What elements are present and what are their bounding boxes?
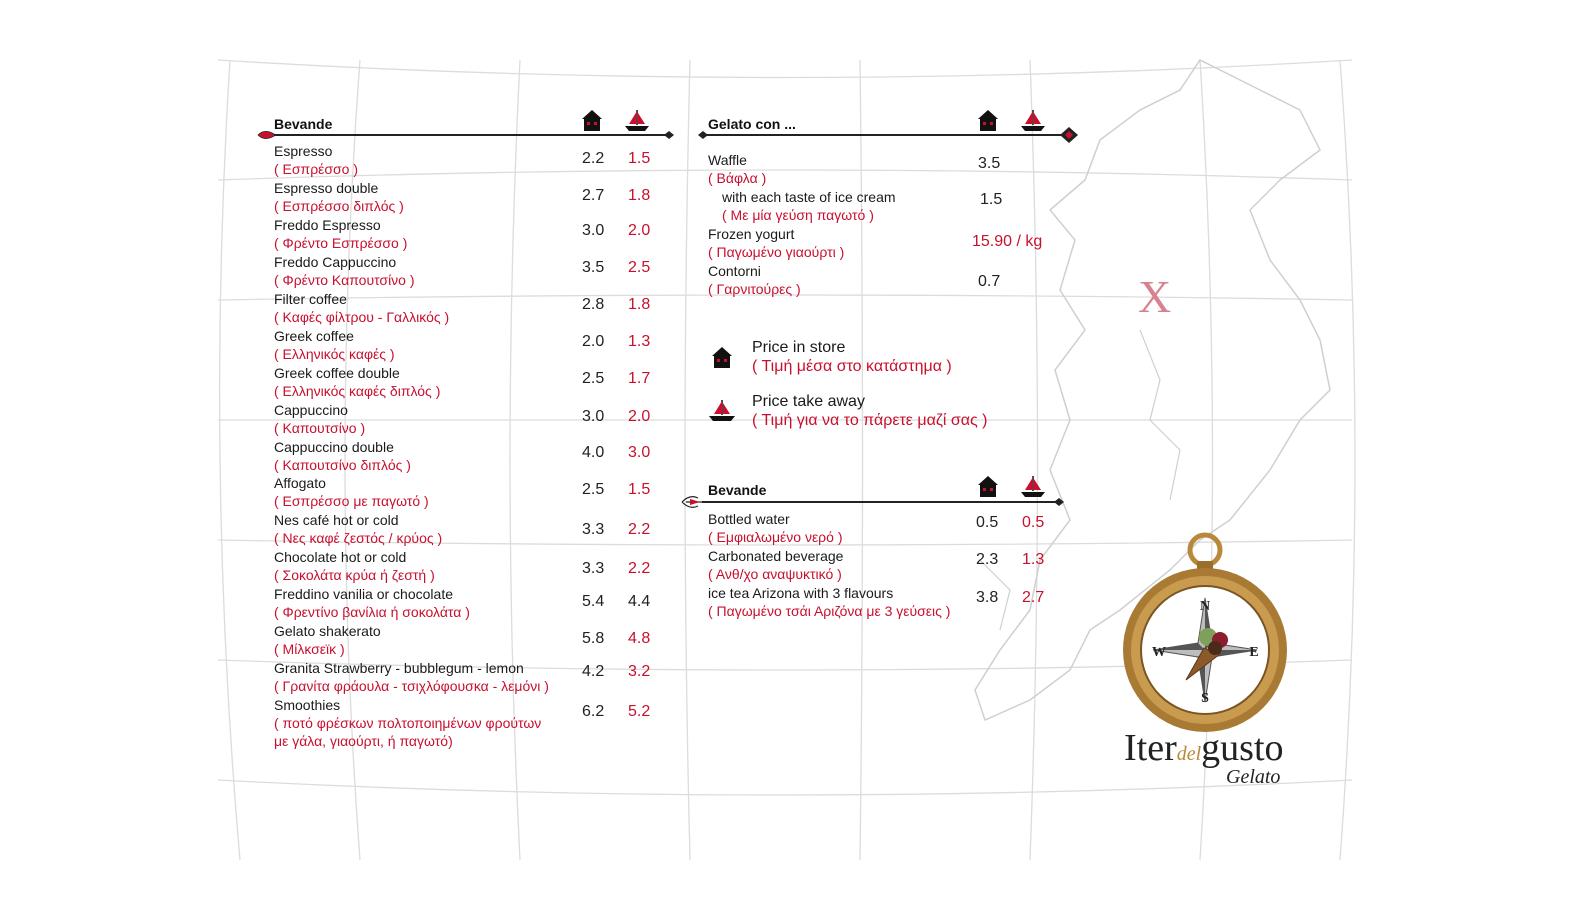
item-name: Filter coffee [274,291,347,307]
price-in-store: 2.5 [582,481,605,498]
boat-icon [1020,108,1046,132]
bevande-item [274,290,449,326]
price-in-store: 2.3 [976,551,999,568]
price-take-away: 3.0 [628,444,651,461]
compass-logo-icon [1118,530,1294,744]
item-name-greek: ( Φρεντίνο βανίλια ή σοκολάτα ) [274,604,470,620]
gelato-price: 3.5 [978,155,1001,172]
item-name-greek: ( Φρέντο Εσπρέσσο ) [274,235,408,251]
gelato-title: Gelato con ... [708,116,796,132]
price-in-store: 2.7 [582,187,605,204]
item-name-greek: ( Εσπρέσσο διπλός ) [274,198,404,214]
item-name-greek: ( Μίλκσεϊκ ) [274,641,345,657]
price-in-store: 3.0 [582,222,605,239]
item-name: Affogato [274,475,326,491]
boat-icon [708,398,736,422]
item-name-greek: ( Ελληνικός καφές ) [274,346,395,362]
bevande-item [274,696,541,750]
item-name: Freddo Espresso [274,217,381,233]
gelato-item: with each taste of ice cream ( Με μία γεύση παγωτό ) [722,189,896,223]
price-take-away: 1.5 [628,481,651,498]
price-take-away: 2.5 [628,259,651,276]
gelato-item: Frozen yogurt ( Παγωμένο γιαούρτι ) [708,226,845,260]
price-take-away: 2.0 [628,222,651,239]
price-take-away: 2.2 [628,560,651,577]
item-name-greek: ( Νες καφέ ζεστός / κρύος ) [274,530,443,546]
compass-e: E [1249,645,1259,660]
bevande-item [274,438,411,474]
house-icon [580,108,604,132]
bevande2-item: Bottled water ( Εμφιαλωμένο νερό ) [708,511,843,545]
item-name: Espresso [274,143,333,159]
bevande-item [274,511,442,547]
price-in-store: 5.8 [582,630,605,647]
item-name: Espresso double [274,180,379,196]
compass-s: S [1201,691,1209,706]
bevande-item [274,622,381,658]
house-icon [710,345,734,369]
item-name-greek: ( Φρέντο Καπουτσίνο ) [274,272,415,288]
item-name-greek: ( Εσπρέσσο με παγωτό ) [274,493,429,509]
bevande2-divider [680,492,1068,512]
price-in-store: 3.3 [582,521,605,538]
bevande-item [274,364,440,400]
price-in-store: 2.0 [582,333,605,350]
item-name-greek: ( Σοκολάτα κρύα ή ζεστή ) [274,567,435,583]
item-name-greek: ( Καπουτσίνο ) [274,420,366,436]
item-name: Chocolate hot or cold [274,549,407,565]
price-in-store: 0.5 [976,514,999,531]
price-take-away: 3.2 [628,663,651,680]
item-name: Nes café hot or cold [274,512,399,528]
item-name-greek: ( Εσπρέσσο ) [274,161,359,177]
price-take-away: 2.2 [628,521,651,538]
gelato-price: 1.5 [980,191,1003,208]
bevande2-title: Bevande [708,482,767,498]
item-name-greek: με γάλα, γιαούρτι, ή παγωτό) [274,733,453,749]
gelato-price: 15.90 / kg [972,233,1043,250]
item-name-greek: ( Καφές φίλτρου - Γαλλικός ) [274,309,450,325]
gelato-price: 0.7 [978,273,1001,290]
item-name-greek: ( Καπουτσίνο διπλός ) [274,457,411,473]
compass-n: N [1199,599,1211,614]
legend-in-store-gr: ( Τιμή μέσα στο κατάστημα ) [752,358,952,375]
price-in-store: 6.2 [582,703,605,720]
gelato-item: Contorni ( Γαρνιτούρες ) [708,263,801,297]
bevande2-item: Carbonated beverage ( Ανθ/χο αναψυκτικό ) [708,548,844,582]
item-name: Cappuccino [274,402,348,418]
bevande-item [274,585,470,621]
legend-in-store: Price in store [752,339,846,356]
price-take-away: 5.2 [628,703,651,720]
price-in-store: 2.8 [582,296,605,313]
item-name-greek: ( ποτό φρέσκων πολτοποιημένων φρούτων [274,715,542,731]
item-name: Greek coffee [274,328,354,344]
bevande-item [274,179,404,215]
bevande-title: Bevande [274,116,333,132]
item-name: Greek coffee double [274,365,400,381]
price-in-store: 3.8 [976,589,999,606]
price-in-store: 2.5 [582,370,605,387]
item-name-greek: ( Γρανίτα φράουλα - τσιχλόφουσκα - λεμόνι ) [274,678,549,694]
bevande2-item: ice tea Arizona with 3 flavours ( Παγωμένο τσάι Αριζόνα με 3 γεύσεις ) [708,585,951,619]
bevande-item [274,548,435,584]
price-take-away: 4.4 [628,593,651,610]
price-take-away: 4.8 [628,630,651,647]
price-take-away: 1.8 [628,187,651,204]
price-in-store: 5.4 [582,593,605,610]
item-name: Cappuccino double [274,439,394,455]
bevande-item [274,401,365,437]
price-take-away: 0.5 [1022,514,1045,531]
item-name-greek: ( Ελληνικός καφές διπλός ) [274,383,441,399]
price-in-store: 3.5 [582,259,605,276]
house-icon [976,108,1000,132]
item-name: Smoothies [274,697,341,713]
price-in-store: 4.2 [582,663,605,680]
price-take-away: 2.0 [628,408,651,425]
bevande-item [274,216,407,252]
boat-icon [624,108,650,132]
legend-take-away: Price take away [752,393,865,410]
map-x-mark: X [1138,271,1172,322]
house-icon [976,474,1000,498]
price-take-away: 1.7 [628,370,651,387]
price-in-store: 3.0 [582,408,605,425]
compass-w: W [1152,645,1166,660]
brand-logo: Iterdelgusto [1124,727,1284,769]
price-take-away: 1.5 [628,150,651,167]
ornament-icon [258,131,276,138]
gelato-item: Waffle ( Βάφλα ) [708,152,767,186]
brand-subtitle: Gelato [1226,766,1281,788]
price-take-away: 1.3 [1022,551,1045,568]
price-take-away: 1.3 [628,333,651,350]
item-name: Granita Strawberry - bubblegum - lemon [274,660,524,676]
bevande-item [274,474,429,510]
bevande-item [274,327,395,363]
price-take-away: 1.8 [628,296,651,313]
item-name: Freddo Cappuccino [274,254,397,270]
bevande-divider [256,128,676,142]
price-take-away: 2.7 [1022,589,1045,606]
boat-icon [1020,474,1046,498]
legend-take-away-gr: ( Τιμή για να το πάρετε μαζί σας ) [752,412,988,429]
bevande-item [274,142,358,178]
bevande-item [274,253,415,289]
bevande-item [274,659,549,695]
price-in-store: 2.2 [582,150,605,167]
item-name: Freddino vanilia or chocolate [274,586,453,602]
price-in-store: 3.3 [582,560,605,577]
item-name: Gelato shakerato [274,623,381,639]
price-in-store: 4.0 [582,444,605,461]
